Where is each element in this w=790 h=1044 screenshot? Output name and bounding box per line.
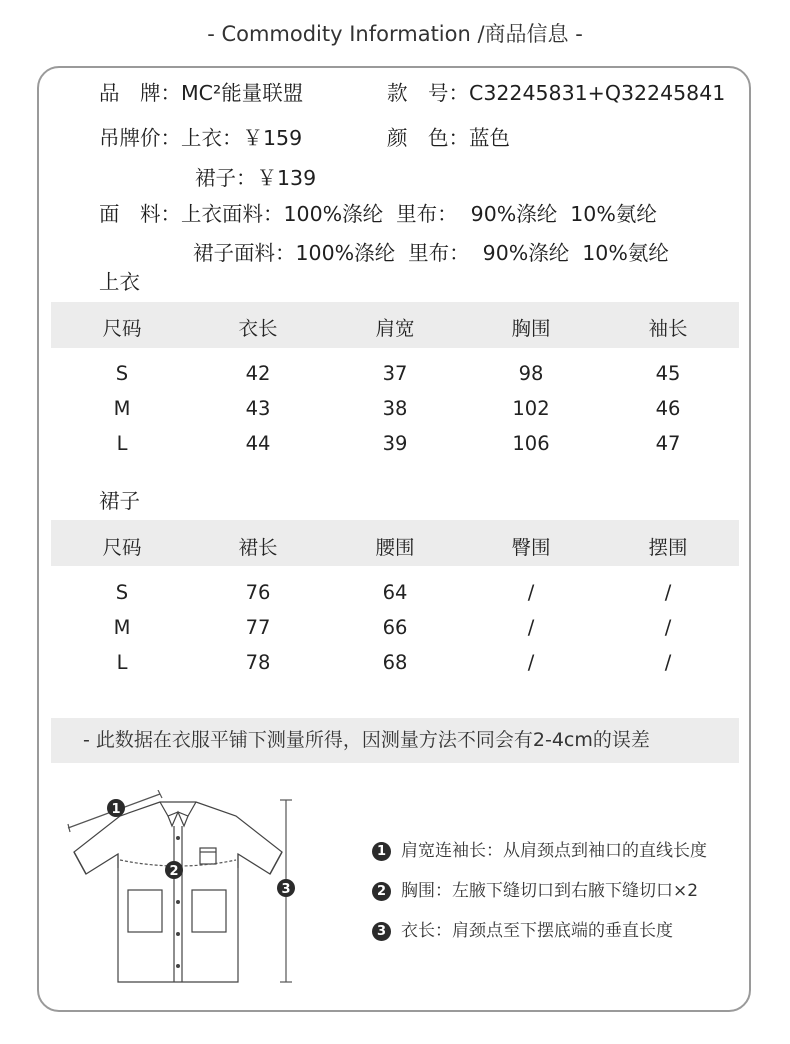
table-cell: / (664, 651, 672, 674)
legend-text-2: 胸围：左腋下缝切口到右腋下缝切口×2 (401, 881, 699, 901)
style-row (387, 76, 725, 106)
svg-text:2: 2 (169, 864, 179, 879)
column-header: 尺码 (102, 317, 142, 340)
table-cell: 39 (382, 432, 408, 455)
table-cell: 102 (512, 397, 550, 420)
column-header: 衣长 (238, 317, 278, 340)
size-cell: M (113, 397, 131, 420)
column-header: 胸围 (511, 317, 551, 340)
column-header: 肩宽 (375, 317, 415, 340)
table-cell: 46 (655, 397, 681, 420)
brand-value: MC²能量联盟 (181, 81, 304, 105)
price-label: 吊牌价： (99, 126, 181, 150)
table-cell: / (664, 581, 672, 604)
diagram-mark-2 (165, 861, 183, 879)
table-cell: / (527, 581, 535, 604)
table-cell: 43 (245, 397, 271, 420)
fabric-skirt: 裙子面料：100%涤纶 里布： 90%涤纶 10%氨纶 (193, 241, 669, 265)
column-header: 袖长 (648, 317, 688, 340)
top-section-label: 上衣 (99, 270, 140, 294)
page-title: - Commodity Information /商品信息 - (207, 22, 583, 46)
table-cell: / (527, 616, 535, 639)
measurement-note: - 此数据在衣服平铺下测量所得，因测量方法不同会有2-4cm的误差 (51, 718, 739, 763)
table-cell: 44 (245, 432, 271, 455)
price-row (99, 121, 302, 151)
color-row (387, 121, 510, 151)
legend-item-1 (372, 836, 707, 861)
color-value: 蓝色 (469, 126, 510, 150)
fabric-top: 上衣面料：100%涤纶 里布： 90%涤纶 10%氨纶 (181, 202, 657, 226)
table-cell: 98 (518, 362, 544, 385)
garment-diagram (60, 790, 310, 990)
skirt-section-label: 裙子 (99, 489, 140, 513)
column-header: 腰围 (375, 536, 415, 559)
size-cell: S (115, 362, 129, 385)
column-header: 臀围 (511, 536, 551, 559)
number-3-icon: 3 (372, 922, 391, 941)
style-value: C32245831+Q32245841 (469, 81, 726, 105)
table-cell: 66 (382, 616, 408, 639)
table-cell: 45 (655, 362, 681, 385)
size-cell: L (116, 651, 128, 674)
brand-row (99, 76, 303, 106)
diagram-mark-1 (107, 799, 125, 817)
svg-text:3: 3 (281, 882, 291, 897)
svg-text:1: 1 (111, 802, 121, 817)
table-cell: 47 (655, 432, 681, 455)
table-cell: 76 (245, 581, 271, 604)
column-header: 裙长 (238, 536, 278, 559)
legend-item-2 (372, 876, 698, 901)
brand-label: 品 牌： (99, 81, 181, 105)
legend-text-1: 肩宽连袖长：从肩颈点到袖口的直线长度 (401, 841, 707, 861)
diagram-mark-3 (277, 879, 295, 897)
number-2-icon: 2 (372, 882, 391, 901)
color-label: 颜 色： (387, 126, 469, 150)
table-cell: / (664, 616, 672, 639)
number-1-icon: 1 (372, 842, 391, 861)
table-cell: 78 (245, 651, 271, 674)
column-header: 摆围 (648, 536, 688, 559)
fabric-row (99, 197, 657, 227)
legend-text-3: 衣长：肩颈点至下摆底端的垂直长度 (401, 921, 673, 941)
table-cell: / (527, 651, 535, 674)
table-cell: 68 (382, 651, 408, 674)
size-cell: S (115, 581, 129, 604)
fabric-label: 面 料： (99, 202, 181, 226)
style-label: 款 号： (387, 81, 469, 105)
table-cell: 38 (382, 397, 408, 420)
size-cell: L (116, 432, 128, 455)
table-cell: 42 (245, 362, 271, 385)
price-top: 上衣：￥159 (181, 126, 303, 150)
legend-item-3 (372, 916, 673, 941)
table-cell: 77 (245, 616, 271, 639)
table-cell: 37 (382, 362, 408, 385)
column-header: 尺码 (102, 536, 142, 559)
table-cell: 106 (512, 432, 550, 455)
price-skirt: 裙子：￥139 (195, 166, 317, 190)
size-cell: M (113, 616, 131, 639)
table-cell: 64 (382, 581, 408, 604)
